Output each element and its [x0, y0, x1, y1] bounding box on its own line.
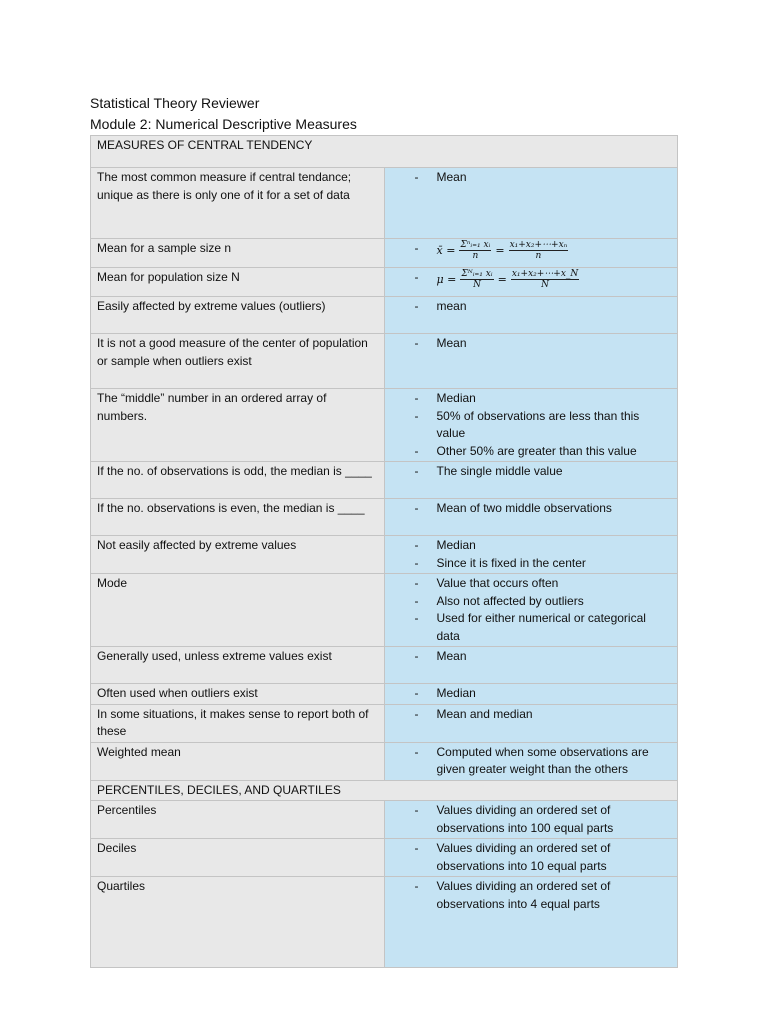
answer-item: - The single middle value — [391, 463, 672, 481]
answer-list — [391, 744, 672, 779]
table-row — [91, 801, 678, 839]
formula-equals: = — [497, 272, 507, 286]
term-cell: In some situations, it makes sense to report both of these — [91, 704, 385, 742]
answer-cell — [384, 536, 678, 574]
table-row — [91, 536, 678, 574]
answer-item: - Value that occurs often — [391, 575, 672, 593]
answer-cell — [384, 574, 678, 647]
formula-equals: = — [495, 243, 505, 257]
term-cell: Quartiles — [91, 877, 385, 968]
answer-cell — [384, 168, 678, 239]
answer-cell — [384, 647, 678, 684]
answer-list — [391, 169, 672, 187]
sample-mean-formula — [437, 240, 569, 261]
answer-item: - Used for either numerical or categorical data — [391, 610, 672, 645]
answer-list — [391, 269, 672, 290]
answer-cell — [384, 801, 678, 839]
answer-item: - Values dividing an ordered set of observations into 100 equal parts — [391, 802, 672, 837]
answer-list — [391, 537, 672, 572]
answer-item: - Other 50% are greater than this value — [391, 443, 672, 461]
term-cell: Generally used, unless extreme values exist — [91, 647, 385, 684]
fraction-numerator: Σᴺᵢ₌₁ xᵢ — [461, 269, 493, 279]
formula-lhs: - μ = — [436, 272, 457, 286]
table-row — [91, 684, 678, 705]
fraction-denominator: n — [535, 251, 542, 261]
answer-list — [391, 390, 672, 460]
answer-item: - Values dividing an ordered set of observations into 4 equal parts — [391, 878, 672, 913]
term-cell: Mean for population size N — [91, 268, 385, 297]
fraction-denominator: N — [473, 280, 481, 290]
answer-item: - Mean — [391, 169, 672, 187]
formula-lhs: - x̄ = — [436, 243, 456, 257]
formula-item — [391, 240, 672, 261]
answer-list — [391, 575, 672, 645]
table-row — [91, 877, 678, 968]
answer-list — [391, 706, 672, 724]
answer-item: - Computed when some observations are given greater weight than the others — [391, 744, 672, 779]
fraction-numerator: Σⁿᵢ₌₁ xᵢ — [460, 240, 491, 250]
term-cell: If the no. of observations is odd, the median is ____ — [91, 462, 385, 499]
term-cell: Not easily affected by extreme values — [91, 536, 385, 574]
answer-cell — [384, 239, 678, 268]
document-page — [90, 93, 678, 968]
answer-cell — [384, 268, 678, 297]
term-cell: Deciles — [91, 839, 385, 877]
answer-list — [391, 878, 672, 913]
section-header-row — [91, 780, 678, 801]
reviewer-table — [90, 135, 678, 968]
table-row — [91, 499, 678, 536]
term-cell: Percentiles — [91, 801, 385, 839]
fraction-denominator: N — [541, 280, 549, 290]
answer-item: - Also not affected by outliers — [391, 593, 672, 611]
fraction-denominator: n — [472, 251, 479, 261]
module-title: Module 2: Numerical Descriptive Measures — [90, 116, 357, 132]
answer-item: - Mean — [391, 335, 672, 353]
term-cell: It is not a good measure of the center of population or sample when outliers exist — [91, 334, 385, 389]
population-mean-formula — [437, 269, 580, 290]
section-heading-percentiles: PERCENTILES, DECILES, AND QUARTILES — [91, 780, 678, 801]
table-row — [91, 839, 678, 877]
table-row — [91, 168, 678, 239]
answer-cell — [384, 389, 678, 462]
answer-list — [391, 335, 672, 353]
answer-list — [391, 648, 672, 666]
answer-cell — [384, 297, 678, 334]
answer-item: - Median — [391, 390, 672, 408]
answer-cell — [384, 684, 678, 705]
formula-fraction — [509, 240, 569, 261]
table-row — [91, 742, 678, 780]
fraction-numerator: x₁+x₂+⋯+x_N — [511, 269, 579, 279]
table-row — [91, 647, 678, 684]
term-cell: Mode — [91, 574, 385, 647]
document-title: Statistical Theory Reviewer — [90, 95, 260, 111]
answer-cell — [384, 704, 678, 742]
term-cell: Mean for a sample size n — [91, 239, 385, 268]
table-row — [91, 704, 678, 742]
formula-fraction — [511, 269, 579, 290]
answer-item: - Mean of two middle observations — [391, 500, 672, 518]
section-heading-central-tendency: MEASURES OF CENTRAL TENDENCY — [91, 136, 678, 168]
answer-item: - Since it is fixed in the center — [391, 555, 672, 573]
term-cell: If the no. observations is even, the median is ____ — [91, 499, 385, 536]
answer-item: - Median — [391, 685, 672, 703]
table-row — [91, 334, 678, 389]
answer-item: - Mean — [391, 648, 672, 666]
term-cell: The most common measure if central tendance; unique as there is only one of it for a set of data — [91, 168, 385, 239]
answer-cell — [384, 334, 678, 389]
answer-list — [391, 685, 672, 703]
answer-item: - mean — [391, 298, 672, 316]
answer-list — [391, 500, 672, 518]
term-cell: The “middle” number in an ordered array of numbers. — [91, 389, 385, 462]
answer-list — [391, 802, 672, 837]
section-header-row — [91, 136, 678, 168]
table-row — [91, 462, 678, 499]
term-cell: Weighted mean — [91, 742, 385, 780]
answer-list — [391, 298, 672, 316]
answer-list — [391, 840, 672, 875]
answer-item: - Median — [391, 537, 672, 555]
answer-cell — [384, 462, 678, 499]
answer-item: - Values dividing an ordered set of observations into 10 equal parts — [391, 840, 672, 875]
table-row — [91, 239, 678, 268]
table-row — [91, 574, 678, 647]
formula-item — [391, 269, 672, 290]
answer-cell — [384, 839, 678, 877]
answer-list — [391, 240, 672, 261]
answer-cell — [384, 742, 678, 780]
answer-cell — [384, 877, 678, 968]
term-cell: Often used when outliers exist — [91, 684, 385, 705]
answer-item: - Mean and median — [391, 706, 672, 724]
term-cell: Easily affected by extreme values (outliers) — [91, 297, 385, 334]
table-row — [91, 389, 678, 462]
formula-fraction — [459, 240, 491, 261]
answer-list — [391, 463, 672, 481]
formula-fraction — [460, 269, 493, 290]
table-row — [91, 268, 678, 297]
answer-cell — [384, 499, 678, 536]
table-row — [91, 297, 678, 334]
answer-item: - 50% of observations are less than this value — [391, 408, 672, 443]
fraction-numerator: x₁+x₂+⋯+xₙ — [509, 240, 568, 250]
